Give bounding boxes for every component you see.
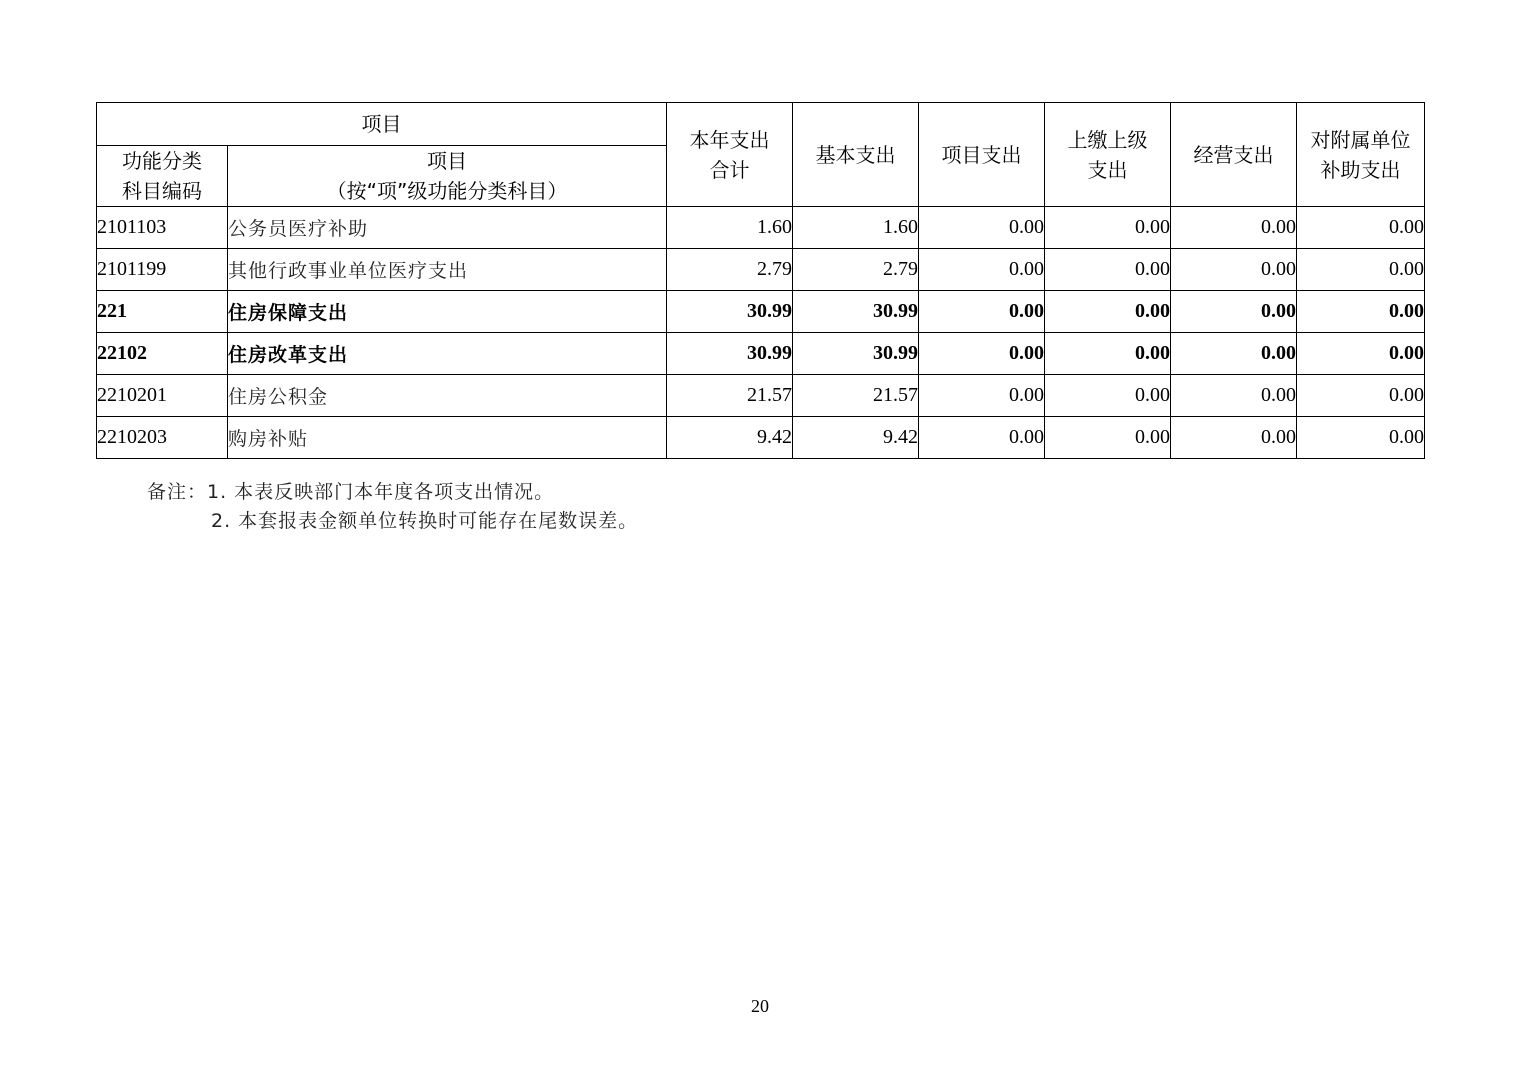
header-item-line2: （按“项”级功能分类科目）	[326, 179, 568, 203]
cell-project: 0.00	[919, 375, 1045, 417]
table-row	[97, 375, 1425, 417]
cell-basic: 2.79	[793, 249, 919, 291]
cell-operating: 0.00	[1171, 291, 1297, 333]
cell-project: 0.00	[919, 291, 1045, 333]
cell-operating: 0.00	[1171, 207, 1297, 249]
table-row	[97, 417, 1425, 459]
table-row	[97, 249, 1425, 291]
cell-subsidy: 0.00	[1297, 333, 1425, 375]
cell-remit: 0.00	[1045, 207, 1171, 249]
cell-total: 21.57	[667, 375, 793, 417]
cell-code: 2101199	[97, 249, 228, 291]
cell-remit: 0.00	[1045, 375, 1171, 417]
table-row	[97, 333, 1425, 375]
header-remit-line2: 支出	[1087, 157, 1128, 182]
header-remit	[1045, 103, 1171, 207]
cell-total: 9.42	[667, 417, 793, 459]
cell-name: 住房保障支出	[228, 291, 667, 333]
header-total-line1: 本年支出	[689, 127, 770, 152]
cell-remit: 0.00	[1045, 417, 1171, 459]
cell-code: 2210203	[97, 417, 228, 459]
cell-name: 公务员医疗补助	[228, 207, 667, 249]
cell-name: 住房改革支出	[228, 333, 667, 375]
header-remit-line1: 上缴上级	[1067, 127, 1148, 152]
cell-basic: 30.99	[793, 333, 919, 375]
page-number: 20	[751, 996, 769, 1016]
note-text-1: 1. 本表反映部门本年度各项支出情况。	[207, 481, 555, 503]
cell-code: 22102	[97, 333, 228, 375]
note-line-1	[147, 478, 638, 507]
cell-project: 0.00	[919, 207, 1045, 249]
expenditure-table	[96, 102, 1425, 459]
table-row	[97, 291, 1425, 333]
cell-code: 2210201	[97, 375, 228, 417]
cell-total: 30.99	[667, 333, 793, 375]
cell-remit: 0.00	[1045, 249, 1171, 291]
cell-subsidy: 0.00	[1297, 375, 1425, 417]
cell-operating: 0.00	[1171, 249, 1297, 291]
cell-name: 住房公积金	[228, 375, 667, 417]
cell-subsidy: 0.00	[1297, 291, 1425, 333]
header-code	[97, 146, 228, 207]
cell-name: 购房补贴	[228, 417, 667, 459]
cell-project: 0.00	[919, 249, 1045, 291]
table-row	[97, 207, 1425, 249]
cell-project: 0.00	[919, 417, 1045, 459]
header-subsidy-line1: 对附属单位	[1310, 127, 1411, 152]
header-operating: 经营支出	[1171, 103, 1297, 207]
cell-basic: 30.99	[793, 291, 919, 333]
header-basic: 基本支出	[793, 103, 919, 207]
header-subsidy	[1297, 103, 1425, 207]
cell-subsidy: 0.00	[1297, 417, 1425, 459]
header-code-line1: 功能分类	[122, 149, 202, 173]
cell-subsidy: 0.00	[1297, 249, 1425, 291]
note-line-2: 2. 本套报表金额单位转换时可能存在尾数误差。	[211, 510, 639, 532]
notes	[147, 478, 638, 536]
cell-basic: 9.42	[793, 417, 919, 459]
cell-operating: 0.00	[1171, 375, 1297, 417]
cell-remit: 0.00	[1045, 333, 1171, 375]
cell-total: 30.99	[667, 291, 793, 333]
cell-total: 1.60	[667, 207, 793, 249]
header-item-line1: 项目	[427, 149, 467, 173]
cell-code: 2101103	[97, 207, 228, 249]
cell-basic: 1.60	[793, 207, 919, 249]
cell-project: 0.00	[919, 333, 1045, 375]
header-total	[667, 103, 793, 207]
header-subsidy-line2: 补助支出	[1320, 157, 1401, 182]
header-project: 项目支出	[919, 103, 1045, 207]
header-code-line2: 科目编码	[122, 179, 202, 203]
cell-code: 221	[97, 291, 228, 333]
cell-subsidy: 0.00	[1297, 207, 1425, 249]
cell-total: 2.79	[667, 249, 793, 291]
header-project-group: 项目	[97, 103, 667, 146]
header-row-1	[97, 103, 1425, 146]
notes-label: 备注：	[147, 481, 208, 503]
cell-name: 其他行政事业单位医疗支出	[228, 249, 667, 291]
cell-operating: 0.00	[1171, 417, 1297, 459]
cell-operating: 0.00	[1171, 333, 1297, 375]
header-total-line2: 合计	[709, 157, 750, 182]
cell-basic: 21.57	[793, 375, 919, 417]
cell-remit: 0.00	[1045, 291, 1171, 333]
header-item	[228, 146, 667, 207]
